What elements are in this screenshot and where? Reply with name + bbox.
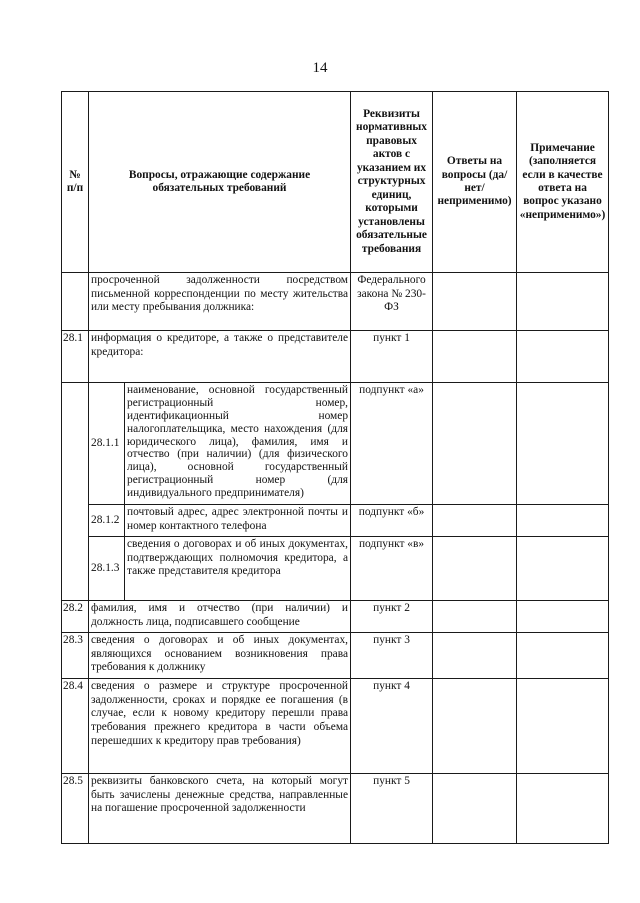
answer-cell[interactable] xyxy=(433,537,517,601)
note-cell[interactable] xyxy=(517,633,609,679)
subrow-num-cell: 28.1.2 xyxy=(89,505,125,537)
answer-cell[interactable] xyxy=(433,505,517,537)
table-row xyxy=(62,679,609,774)
header-num: № п/п xyxy=(62,92,89,273)
question-cell: сведения о договорах и об иных документах, являющихся основанием возникновения права требования к должнику xyxy=(89,633,351,679)
row-num-cell: 28.3 xyxy=(62,633,89,679)
answer-cell[interactable] xyxy=(433,383,517,505)
note-cell[interactable] xyxy=(517,383,609,505)
note-cell[interactable] xyxy=(517,331,609,361)
question-cell: фамилия, имя и отчество (при наличии) и должность лица, подписавшего сообщение xyxy=(89,601,351,633)
row-num-cell xyxy=(62,505,89,537)
subrow-num-cell: 28.1.3 xyxy=(89,537,125,601)
answer-cell[interactable] xyxy=(433,774,517,844)
header-question: Вопросы, отражающие содержание обязательных требований xyxy=(89,92,351,273)
answer-cell[interactable] xyxy=(433,633,517,679)
row-num-cell xyxy=(62,383,89,505)
act-cell: подпункт «а» xyxy=(351,383,433,505)
question-cell: реквизиты банковского счета, на который могут быть зачислены денежные средства, направленные на погашение просроченной задолженности xyxy=(89,774,351,844)
header-answers: Ответы на вопросы (да/нет/ неприменимо) xyxy=(433,92,517,273)
answer-cell[interactable] xyxy=(433,601,517,633)
act-cell: пункт 1 xyxy=(351,331,433,361)
act-cell: пункт 4 xyxy=(351,679,433,774)
note-cell[interactable] xyxy=(517,679,609,774)
header-note: Примечание (заполняется если в качестве ответа на вопрос указано «неприменимо») xyxy=(517,92,609,273)
answer-cell[interactable] xyxy=(433,273,517,331)
note-cell[interactable] xyxy=(517,601,609,633)
note-cell[interactable] xyxy=(517,505,609,537)
table-row xyxy=(62,331,609,361)
table-row xyxy=(62,537,609,601)
subrow-num-cell: 28.1.1 xyxy=(89,383,125,505)
answer-cell[interactable] xyxy=(433,679,517,774)
note-cell[interactable] xyxy=(517,774,609,844)
table-row xyxy=(62,383,609,505)
question-cell: сведения о договорах и об иных документах, подтверждающих полномочия кредитора, а также представителя кредитора xyxy=(125,537,351,601)
question-cell: наименование, основной государственный регистрационный номер, идентификационный номер налогоплательщика, место нахождения (для юридического лица), фамилия, имя и отчество (при наличии) (для физического лица), основной государственный регистрационный номер (для индивидуального предпринимателя) xyxy=(125,383,351,505)
act-cell: пункт 2 xyxy=(351,601,433,633)
table-row xyxy=(62,505,609,537)
row-num-cell: 28.1 xyxy=(62,331,89,361)
note-cell[interactable] xyxy=(517,273,609,331)
row-num-cell: 28.2 xyxy=(62,601,89,633)
act-cell: Федерального закона № 230-ФЗ xyxy=(351,273,433,331)
row-num-cell xyxy=(62,537,89,601)
table-row xyxy=(62,601,609,633)
answer-cell[interactable] xyxy=(433,331,517,361)
page-number: 14 xyxy=(312,60,328,76)
act-cell: пункт 3 xyxy=(351,633,433,679)
question-cell: почтовый адрес, адрес электронной почты и номер контактного телефона xyxy=(125,505,351,537)
row-num-cell xyxy=(62,273,89,331)
table-row xyxy=(62,774,609,844)
question-cell: просроченной задолженности посредством письменной корреспонденции по месту жительства или месту пребывания должника: xyxy=(89,273,351,331)
act-cell: пункт 5 xyxy=(351,774,433,844)
act-cell: подпункт «в» xyxy=(351,537,433,601)
row-num-cell: 28.5 xyxy=(62,774,89,844)
header-acts: Реквизиты нормативных правовых актов с указанием их структурных единиц, которыми установлены обязательные требования xyxy=(351,92,433,273)
table-row xyxy=(62,633,609,679)
question-cell: сведения о размере и структуре просроченной задолженности, сроках и порядке ее погашения (в случае, если к новому кредитору перешли права требования прежнего кредитора в части объема перешедших к кредитору прав требования) xyxy=(89,679,351,774)
table-row xyxy=(62,273,609,331)
note-cell[interactable] xyxy=(517,537,609,601)
table-row-spacer xyxy=(62,361,609,383)
question-cell: информация о кредиторе, а также о представителе кредитора: xyxy=(89,331,351,361)
act-cell: подпункт «б» xyxy=(351,505,433,537)
row-num-cell: 28.4 xyxy=(62,679,89,774)
header-row xyxy=(62,92,609,273)
requirements-table xyxy=(61,91,609,844)
